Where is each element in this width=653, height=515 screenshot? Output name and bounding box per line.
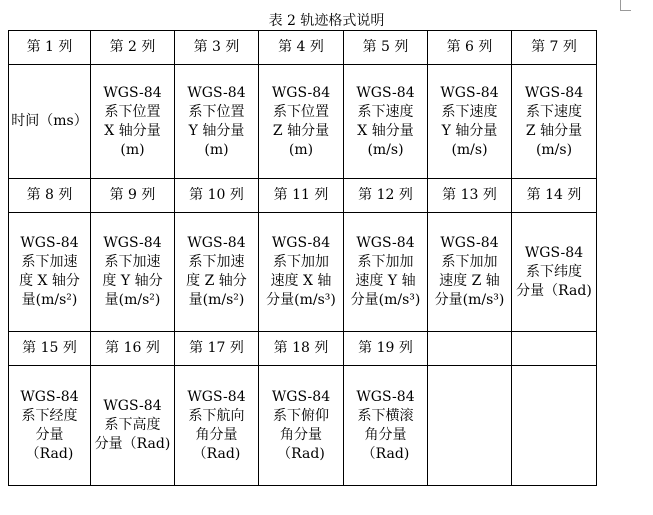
header-row — [9, 31, 597, 65]
column-header-cell: 第 12 列 — [344, 179, 428, 213]
description-text: WGS-84 系下纬度 分量（Rad) — [516, 244, 592, 299]
column-header-cell: 第 2 列 — [91, 31, 175, 65]
description-cell — [91, 65, 175, 179]
column-header-cell: 第 15 列 — [9, 332, 91, 366]
description-cell — [175, 366, 259, 486]
description-cell — [259, 65, 344, 179]
column-header-cell: 第 11 列 — [259, 179, 344, 213]
description-text: WGS-84 系下航向 角分量 （Rad) — [187, 388, 246, 462]
description-text: WGS-84 系下加速 度 Y 轴分 量(m/s²) — [102, 235, 163, 308]
description-text: WGS-84 系下速度 X 轴分量 (m/s) — [356, 84, 415, 158]
description-cell — [512, 366, 597, 486]
column-header-cell: 第 18 列 — [259, 332, 344, 366]
description-text: WGS-84 系下位置 Z 轴分量 (m) — [271, 84, 331, 158]
trajectory-format-table — [8, 30, 597, 486]
content-row — [9, 65, 597, 179]
column-header-cell: 第 13 列 — [428, 179, 512, 213]
description-cell — [9, 366, 91, 486]
column-header-cell: 第 1 列 — [9, 31, 91, 65]
column-header-cell: 第 10 列 — [175, 179, 259, 213]
column-header-cell: 第 14 列 — [512, 179, 597, 213]
column-header-cell: 第 17 列 — [175, 332, 259, 366]
column-header-cell — [512, 332, 597, 366]
description-text: WGS-84 系下位置 X 轴分量 (m) — [103, 84, 162, 158]
page-corner-mark — [620, 0, 631, 11]
column-header-cell: 第 7 列 — [512, 31, 597, 65]
description-cell — [9, 213, 91, 332]
description-cell — [91, 366, 175, 486]
description-cell — [175, 213, 259, 332]
description-text: WGS-84 系下加速 度 X 轴分 量(m/s²) — [19, 235, 80, 308]
description-cell — [259, 213, 344, 332]
column-header-cell: 第 6 列 — [428, 31, 512, 65]
description-cell — [512, 65, 597, 179]
description-text: WGS-84 系下速度 Z 轴分量 (m/s) — [524, 84, 584, 158]
column-header-cell: 第 16 列 — [91, 332, 175, 366]
column-header-cell: 第 4 列 — [259, 31, 344, 65]
description-cell — [428, 65, 512, 179]
description-text: WGS-84 系下俯仰 角分量 （Rad) — [271, 388, 331, 462]
content-row — [9, 366, 597, 486]
description-cell — [91, 213, 175, 332]
description-text: 时间（ms） — [11, 113, 88, 129]
description-text: WGS-84 系下速度 Y 轴分量 (m/s) — [440, 84, 499, 158]
description-cell — [344, 213, 428, 332]
description-cell — [428, 366, 512, 486]
column-header-cell: 第 19 列 — [344, 332, 428, 366]
column-header-cell: 第 8 列 — [9, 179, 91, 213]
description-cell — [428, 213, 512, 332]
column-header-cell: 第 9 列 — [91, 179, 175, 213]
description-text: WGS-84 系下横滚 角分量 （Rad) — [356, 388, 415, 462]
description-text: WGS-84 系下加加 速度 Y 轴 分量(m/s³) — [350, 235, 421, 308]
column-header-cell: 第 5 列 — [344, 31, 428, 65]
description-cell — [9, 65, 91, 179]
description-cell — [344, 366, 428, 486]
table-caption: 表 2 轨迹格式说明 — [268, 13, 385, 29]
column-header-cell: 第 3 列 — [175, 31, 259, 65]
description-cell — [259, 366, 344, 486]
description-text: WGS-84 系下加加 速度 X 轴 分量(m/s³) — [266, 235, 336, 308]
description-cell — [512, 213, 597, 332]
header-row — [9, 179, 597, 213]
description-text: WGS-84 系下加速 度 Z 轴分 量(m/s²) — [186, 235, 247, 308]
description-text: WGS-84 系下加加 速度 Z 轴 分量(m/s³) — [434, 235, 505, 308]
description-cell — [344, 65, 428, 179]
column-header-cell — [428, 332, 512, 366]
content-row — [9, 213, 597, 332]
description-text: WGS-84 系下高度 分量（Rad) — [94, 398, 171, 452]
description-text: WGS-84 系下位置 Y 轴分量 (m) — [187, 84, 246, 158]
description-text: WGS-84 系下经度 分量 （Rad) — [20, 388, 79, 462]
description-cell — [175, 65, 259, 179]
header-row — [9, 332, 597, 366]
